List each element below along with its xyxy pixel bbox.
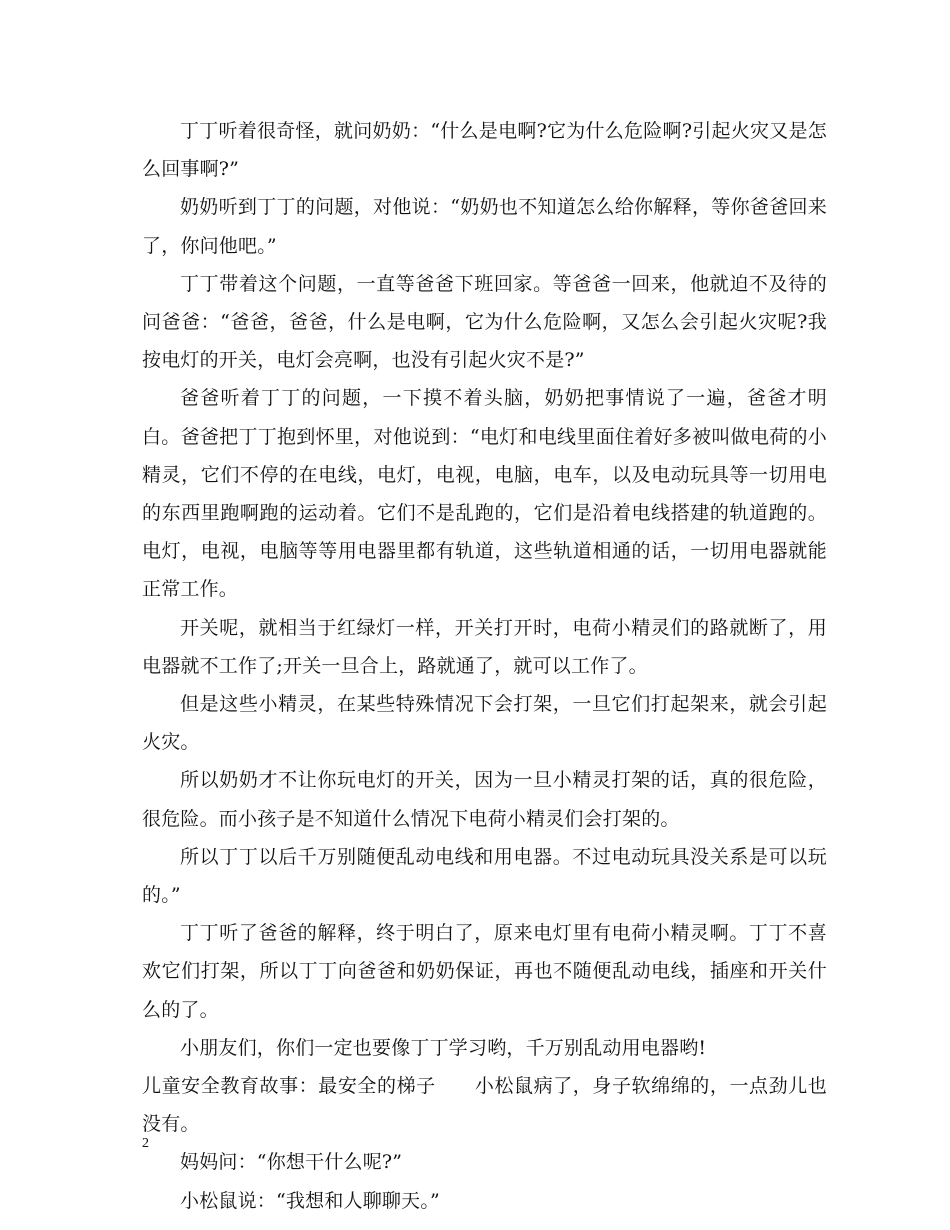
paragraph: 妈妈问：“你想干什么呢?” (180, 1151, 403, 1174)
paragraph: 所以奶奶才不让你玩电灯的开关，因为一旦小精灵打架的话，真的很危险，很危险。而小孩子是不知道什么情况下电荷小精灵们会打架的。 (142, 769, 827, 830)
paragraph: 所以丁丁以后千万别随便乱动电线和用电器。不过电动玩具没关系是可以玩的。” (142, 845, 827, 907)
paragraph: 奶奶听到丁丁的问题，对他说：“奶奶也不知道怎么给你解释，等你爸爸回来了，你问他吧。” (142, 196, 827, 257)
paragraph: 丁丁听了爸爸的解释，终于明白了，原来电灯里有电荷小精灵啊。丁丁不喜欢它们打架，所以丁丁向爸爸和奶奶保证，再也不随便乱动电线，插座和开关什么的了。 (142, 922, 827, 1021)
paragraph: 丁丁带着这个问题，一直等爸爸下班回家。等爸爸一回来，他就迫不及待的问爸爸：“爸爸，爸爸，什么是电啊，它为什么危险啊，又怎么会引起火灾呢?我按电灯的开关，电灯会亮啊，也没有引起火灾不是?” (142, 272, 827, 372)
paragraph: 小朋友们，你们一定也要像丁丁学习哟，千万别乱动用电器哟! (180, 1036, 707, 1059)
section-title-paragraph: 儿童安全教育故事：最安全的梯子 小松鼠病了，身子软绵绵的，一点劲儿也没有。 (142, 1075, 827, 1136)
paragraph: 但是这些小精灵，在某些特殊情况下会打架，一旦它们打起架来，就会引起火灾。 (142, 693, 827, 754)
body-text (142, 112, 827, 1220)
page-number: 2 (142, 1136, 149, 1151)
paragraph: 丁丁听着很奇怪，就问奶奶：“什么是电啊?它为什么危险啊?引起火灾又是怎么回事啊?” (142, 120, 827, 181)
paragraph: 小松鼠说：“我想和人聊聊天。” (180, 1189, 440, 1212)
paragraph: 爸爸听着丁丁的问题，一下摸不着头脑，奶奶把事情说了一遍，爸爸才明白。爸爸把丁丁抱到怀里，对他说到：“电灯和电线里面住着好多被叫做电荷的小精灵，它们不停的在电线，电灯，电视，电脑，电车，以及电动玩具等一切用电的东西里跑啊跑的运动着。它们不是乱跑的，它们是沿着电线搭建的轨道跑的。电灯，电视，电脑等等用电器里都有轨道，这些轨道相通的话，一切用电器就能正常工作。 (142, 387, 827, 601)
paragraph: 开关呢，就相当于红绿灯一样，开关打开时，电荷小精灵们的路就断了，用电器就不工作了;开关一旦合上，路就通了，就可以工作了。 (142, 616, 827, 677)
